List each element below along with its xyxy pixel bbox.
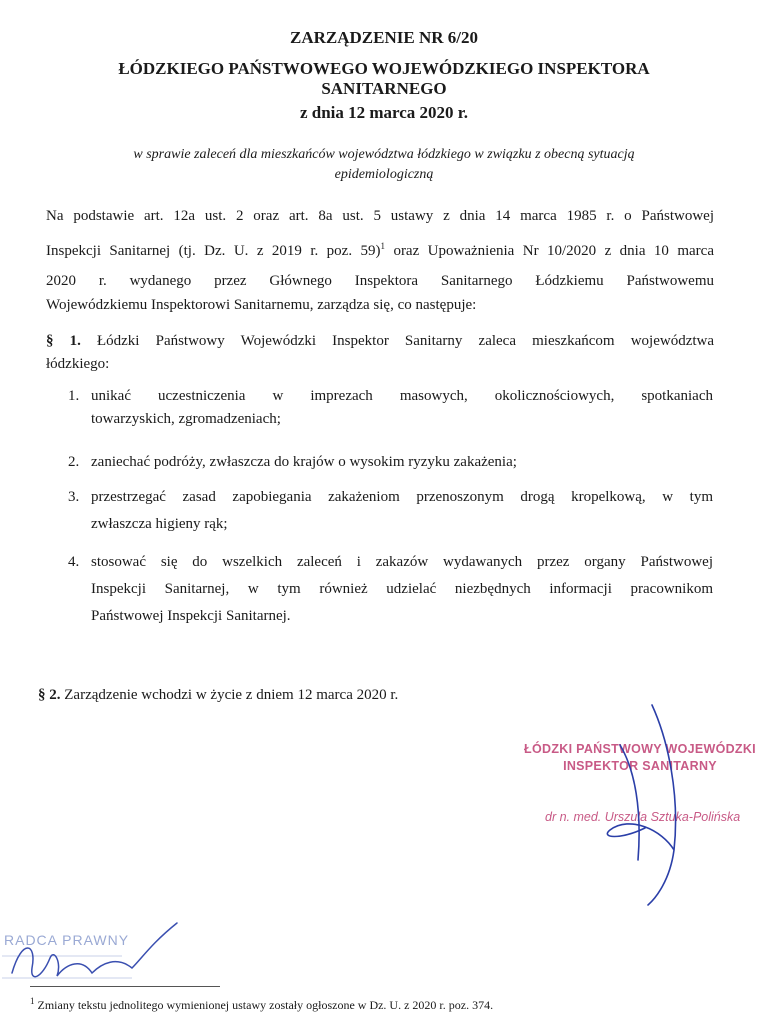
footnote-rule [30, 986, 220, 987]
footnote-text: Zmiany tekstu jednolitego wymienionej ustawy zostały ogłoszone w Dz. U. z 2020 r. poz. 374. [34, 998, 494, 1012]
issuer-line-2: SANITARNEGO [321, 79, 447, 98]
document-date: z dnia 12 marca 2020 r. [299, 103, 469, 122]
list-item [91, 551, 713, 628]
item-4-line-1: stosować się do wszelkich zaleceń i zakazów wydawanych przez organy Państwowej [91, 554, 713, 570]
counsel-stamp: RADCA PRAWNY [4, 932, 130, 948]
item-3-number: 3. [68, 489, 80, 505]
item-1-number: 1. [68, 388, 80, 404]
item-4-line-2: Inspekcji Sanitarnej, w tym również udzielać niezbędnych informacji pracownikom [91, 581, 713, 597]
item-2-number: 2. [68, 454, 80, 470]
preamble-line-2-text: Inspekcji Sanitarnej (tj. Dz. U. z 2019 r. poz. 59) [46, 243, 381, 259]
item-4-number: 4. [68, 554, 80, 570]
list-item [91, 385, 713, 431]
section-2-marker: § 2. [38, 687, 61, 703]
counsel-signature [2, 918, 192, 1003]
document-number: ZARZĄDZENIE NR 6/20 [290, 28, 478, 47]
section-1-line-2: łódzkiego: [46, 356, 110, 372]
preamble-line-4: Wojewódzkiemu Inspektorowi Sanitarnemu, zarządza się, co następuje: [46, 297, 477, 313]
preamble [46, 205, 714, 317]
item-4-line-3: Państwowej Inspekcji Sanitarnej. [91, 608, 291, 624]
item-2-line-1: zaniechać podróży, zwłaszcza do krajów o wysokim ryzyku zakażenia; [91, 454, 517, 470]
section-1-line-1 [46, 330, 714, 353]
preamble-line-2-cont: oraz Upoważnienia Nr 10/2020 z dnia 10 marca [385, 243, 714, 259]
section-1 [46, 330, 714, 376]
official-stamp-line-1: ŁÓDZKI PAŃSTWOWY WOJEWÓDZKI [524, 742, 756, 756]
preamble-line-2 [46, 235, 714, 263]
item-3-line-2: zwłaszcza higieny rąk; [91, 516, 228, 532]
footnote-ref: 1 [380, 241, 386, 251]
item-1-line-2: towarzyskich, zgromadzeniach; [91, 411, 281, 427]
list-item [91, 451, 713, 474]
footnote [30, 994, 730, 1012]
preamble-line-1: Na podstawie art. 12a ust. 2 oraz art. 8a ust. 5 ustawy z dnia 14 marca 1985 r. o Państwowej [46, 208, 714, 224]
preamble-line-3: 2020 r. wydanego przez Głównego Inspektora Sanitarnego Łódzkiemu Państwowemu [46, 273, 714, 289]
subject-line-1: w sprawie zaleceń dla mieszkańców województwa łódzkiego w związku z obecną sytuacją [133, 147, 635, 162]
section-1-marker: § 1. [46, 333, 81, 349]
signature-drawing [590, 700, 700, 910]
official-stamp-line-2: INSPEKTOR SANITARNY [563, 759, 717, 773]
subject-line-2: epidemiologiczną [334, 167, 434, 182]
section-2-text: Zarządzenie wchodzi w życie z dniem 12 marca 2020 r. [60, 687, 399, 703]
footnote-marker: 1 [30, 996, 35, 1006]
list-item [91, 486, 713, 536]
section-1-text: Łódzki Państwowy Wojewódzki Inspektor Sanitarny zaleca mieszkańcom województwa [80, 333, 715, 349]
issuer-line: ŁÓDZKIEGO PAŃSTWOWEGO WOJEWÓDZKIEGO INSPEKTORA [118, 59, 650, 78]
signatory-name: dr n. med. Urszula Sztuka-Polińska [545, 810, 741, 824]
item-3-line-1: przestrzegać zasad zapobiegania zakażeniom przenoszonym drogą kropelkową, w tym [91, 489, 713, 505]
item-1-line-1: unikać uczestniczenia w imprezach masowych, okolicznościowych, spotkaniach [91, 388, 713, 404]
